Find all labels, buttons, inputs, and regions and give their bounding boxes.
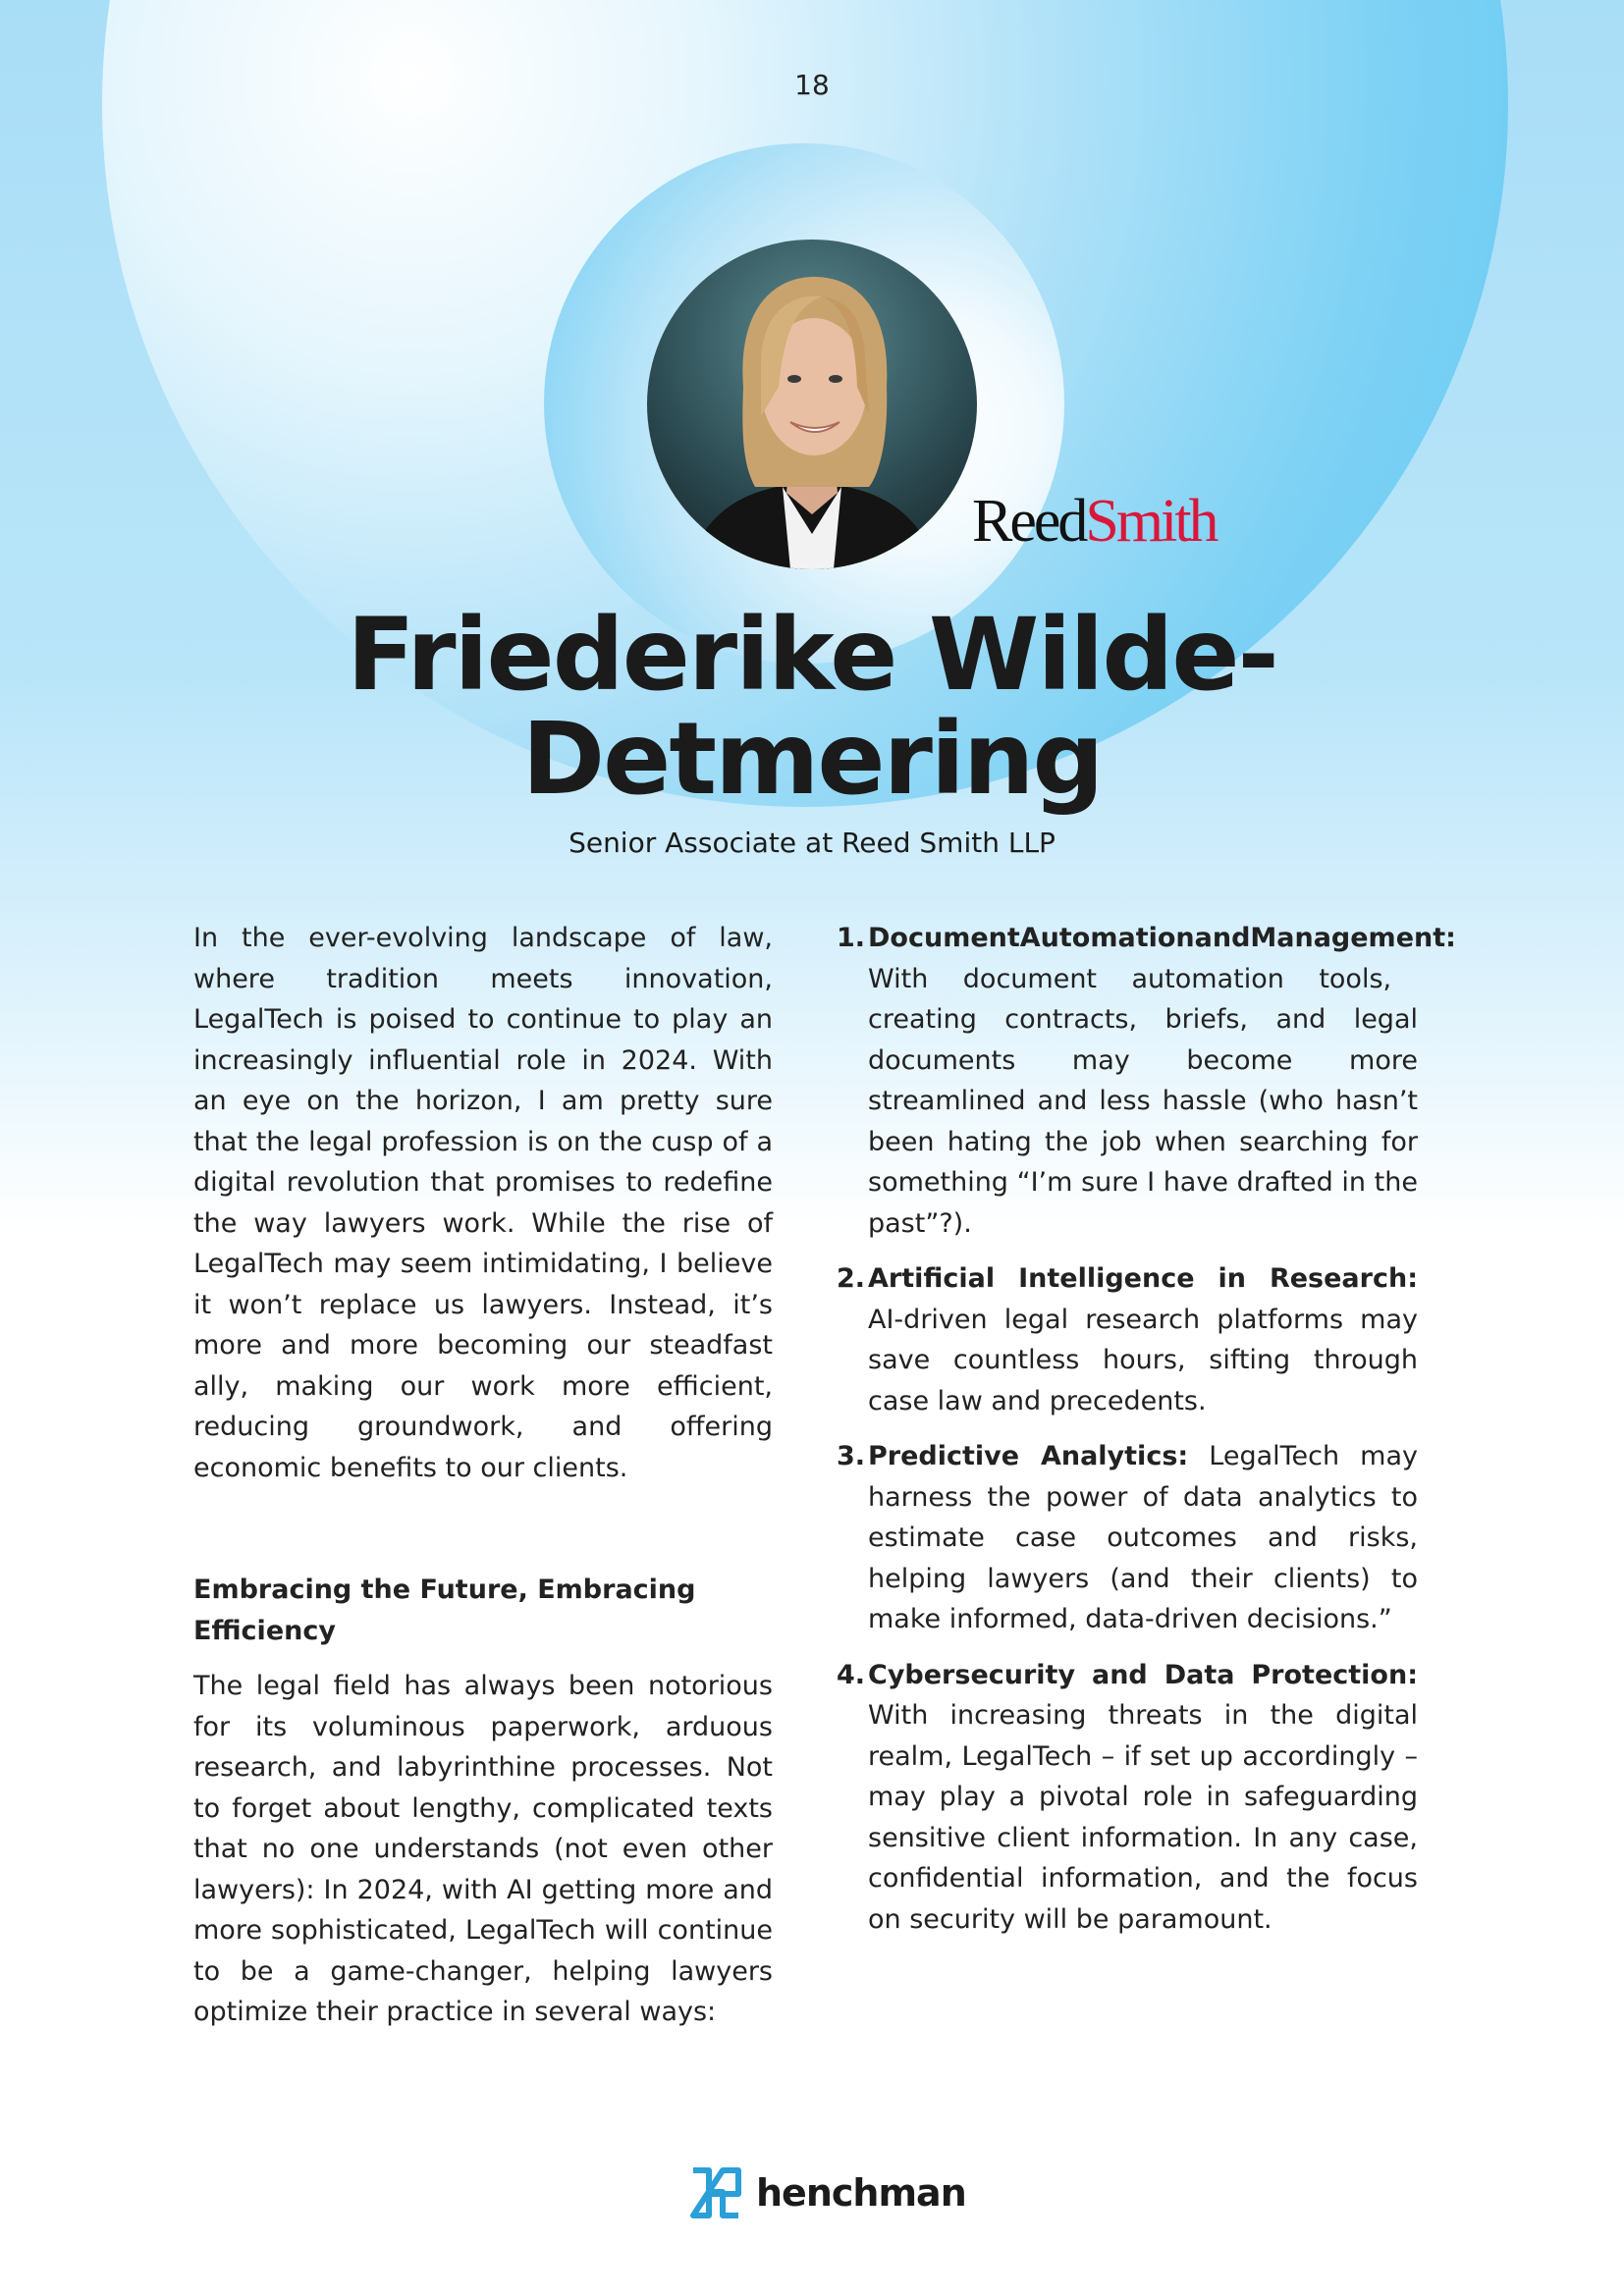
henchman-logo-icon xyxy=(687,2164,744,2221)
author-name-line-1: Friederike Wilde- xyxy=(347,597,1277,714)
logo-text-smith: Smith xyxy=(1085,488,1217,555)
list-item-title: Artificial Intelligence in Research: xyxy=(868,1263,1418,1294)
list-item-title: Predictive Analytics: xyxy=(868,1441,1189,1471)
author-role: Senior Associate at Reed Smith LLP xyxy=(568,827,1056,859)
page-number: 18 xyxy=(794,69,830,101)
list-item-text: AI-driven legal research platforms may save countless hours, sifting through case law and precedents. xyxy=(868,1304,1418,1416)
author-name-line-2: Detmering xyxy=(521,701,1103,818)
author-portrait xyxy=(647,240,977,569)
list-item-text: With increasing threats in the digital realm, LegalTech – if set up accordingly – may play a pivotal role in safeguarding sensitive client information. In any case, confidential information, and the focus on security will be paramount. xyxy=(868,1700,1418,1935)
list-item xyxy=(837,1258,1418,1421)
list-item-number: 1. xyxy=(837,923,866,953)
footer-wordmark: henchman xyxy=(756,2171,966,2215)
list-item-title: Cybersecurity and Data Protection: xyxy=(868,1659,1418,1690)
logo-text-reed: Reed xyxy=(972,488,1086,555)
footer-brand xyxy=(687,2164,966,2221)
section-body: The legal field has always been notorious for its voluminous paperwork, arduous research, and labyrinthine processes. Not to forget about lengthy, complicated texts that no one understands (not even other lawyers): In 2024, with AI getting more and more sophisticated, LegalTech will continue to be a game-changer, helping lawyers optimize their practice in several ways: xyxy=(193,1671,773,2027)
section-heading: Embracing the Future, Embracing Efficiency xyxy=(193,1575,696,1646)
list-item-number: 4. xyxy=(837,1659,866,1690)
list-item-number: 2. xyxy=(837,1263,866,1294)
left-column xyxy=(193,918,773,2033)
list-item-number: 3. xyxy=(837,1441,866,1471)
author-name xyxy=(0,597,1624,818)
list-item xyxy=(837,1655,1418,1941)
list-item-text: With document automation tools, creating contracts, briefs, and legal documents may become more streamlined and less hassle (who hasn’t been hating the job when searching for something “I’m sure I have drafted in the past”?). xyxy=(868,963,1418,1239)
list-item xyxy=(837,1436,1418,1640)
reed-smith-logo xyxy=(972,488,1217,555)
list-item xyxy=(837,918,1456,1244)
right-column xyxy=(837,918,1456,1954)
intro-paragraph: In the ever-evolving landscape of law, where tradition meets innovation, LegalTech is poised to continue to play an increasingly influential role in 2024. With an eye on the horizon, I am pretty sure that the legal profession is on the cusp of a digital revolution that promises to redefine the way lawyers work. While the rise of LegalTech may seem intimidating, I believe it won’t replace us lawyers. Instead, it’s more and more becoming our steadfast ally, making our work more efficient, reducing groundwork, and offering economic benefits to our clients. xyxy=(193,923,773,1483)
list-item-text: LegalTech may harness the power of data analytics to estimate case outcomes and risks, helping lawyers (and their clients) to make informed, data-driven decisions.” xyxy=(868,1441,1418,1634)
list-item-title: DocumentAutomationandManagement: xyxy=(868,923,1456,953)
